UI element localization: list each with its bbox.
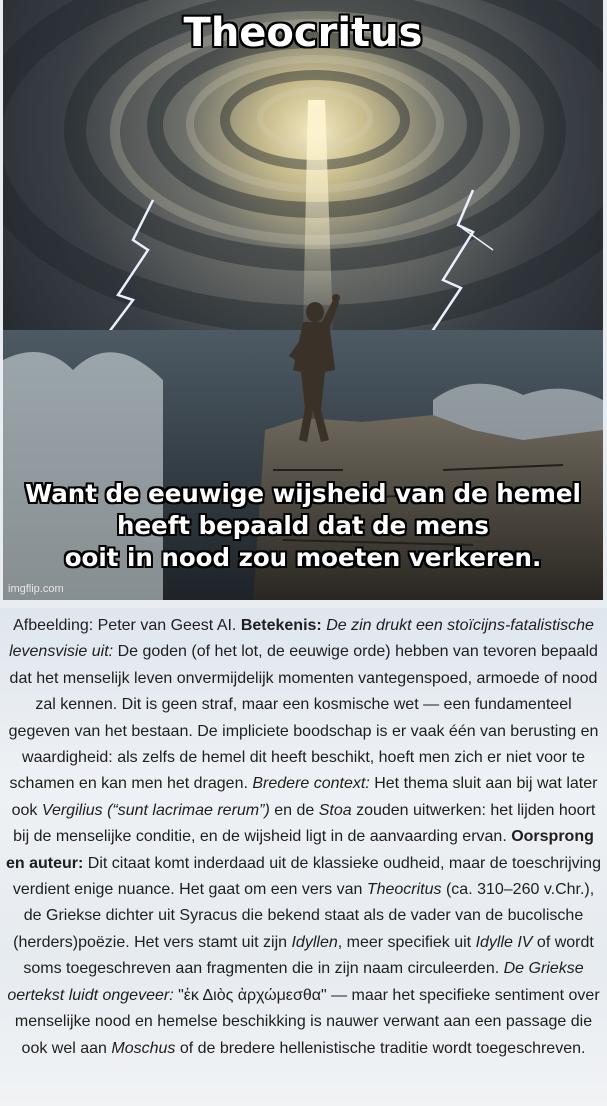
text-run: , meer specifiek uit <box>337 933 476 951</box>
text-run: Dit citaat komt inderdaad uit de klassieke oudheid, maar de toeschrijving verdient enige nuance. Het gaat om een vers van <box>12 854 601 899</box>
text-italic: De zin drukt een stoïcijns-fatalistische levensvisie uit: <box>9 617 594 661</box>
article-body <box>0 608 607 1106</box>
meme-caption-line: heeft bepaald dat de mens <box>117 511 489 540</box>
text-italic: Idylle IV <box>475 933 533 951</box>
text-italic: Bredere context: <box>252 775 370 793</box>
text-run: Het thema sluit aan bij wat later ook <box>11 775 598 819</box>
text-run: zouden uitwerken: het lijden hoort bij de menselijke conditie, en de wijsheid ligt in de aanvaarding ervan. <box>13 801 596 846</box>
meme-caption <box>3 478 603 574</box>
text-italic: Stoa <box>318 801 352 819</box>
meme-caption-line: ooit in nood zou moeten verkeren. <box>64 543 542 572</box>
text-run: of wordt soms toegeschreven aan fragmenten die in zijn naam circuleerden. <box>23 933 594 978</box>
meme-caption-line: Want de eeuwige wijsheid van de hemel <box>25 479 581 508</box>
meme-title: Theocritus <box>183 10 423 56</box>
image-credit: Afbeelding: Peter van Geest AI. <box>13 617 241 634</box>
article-paragraph <box>0 608 607 1062</box>
text-run: (ca. 310–260 v.Chr.), de Griekse dichter uit Syracus die bekend staat als de vader van de bucolische (herders)poëzie. Het vers stamt uit zijn <box>13 881 595 951</box>
text-run: De goden (of het lot, de eeuwige orde) hebben van tevoren bepaald dat het menselijk leven onvermijdelijk momenten vantegenspoed, armoede of nood zal kennen. Dit is geen straf, maar een kosmische wet — een fundamenteel gegeven van het bestaan. De impliciete boodschap is er vaak één van berusting en waardigheid: als zelfs de hemel dit heeft beschikt, hoeft men zich er niet voor te schamen en kan men het dragen. <box>8 643 599 793</box>
text-italic: Idyllen <box>291 933 338 951</box>
heading-betekenis: Betekenis: <box>240 617 327 634</box>
text-run: of de bredere hellenistische traditie wordt toegeschreven. <box>175 1039 586 1057</box>
text-run: "ἐκ Διὸς ἀρχώμεσθα" — maar het specifieke sentiment over menselijke nood en hemelse beschikking is nauwer verwant aan een passage die ook wel aan <box>14 986 600 1057</box>
text-italic: Theocritus <box>366 881 442 899</box>
imgflip-watermark: imgflip.com <box>8 583 64 595</box>
meme-image <box>3 0 603 600</box>
text-italic: Vergilius (“sunt lacrimae rerum”) <box>41 801 270 819</box>
text-italic: De Griekse oertekst luidt ongeveer: <box>7 960 584 1004</box>
text-run: en de <box>269 801 319 819</box>
heading-oorsprong: Oorsprong en auteur: <box>6 828 594 872</box>
text-italic: Moschus <box>111 1039 176 1057</box>
